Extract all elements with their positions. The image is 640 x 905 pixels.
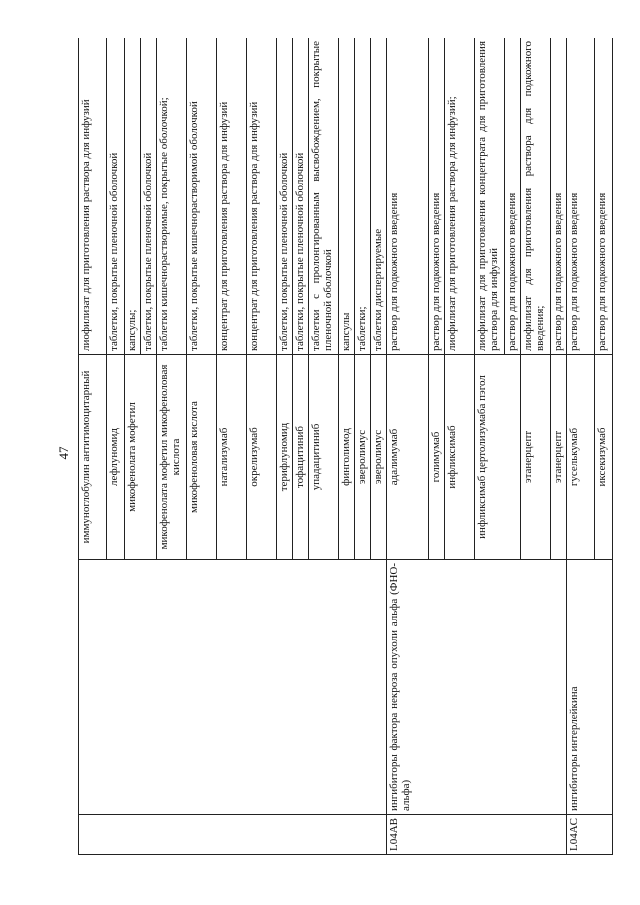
dosage-form: лиофилизат для приготовления раствора для подкожного введения; — [521, 38, 551, 355]
dosage-form: лиофилизат для приготовления раствора для инфузий; — [445, 38, 475, 355]
dosage-form: таблетки диспергируемые — [371, 38, 387, 355]
dosage-form: таблетки кишечнорастворимые, покрытые оболочкой; — [157, 38, 187, 355]
drug-name: адалимумаб — [387, 355, 429, 560]
drug-name: натализумаб — [217, 355, 247, 560]
rotated-page — [78, 38, 623, 855]
dosage-form: раствор для подкожного введения — [387, 38, 429, 355]
drug-name: микофеноловая кислота — [187, 355, 217, 560]
drug-name: тофацитиниб — [293, 355, 309, 560]
drug-name: эверолимус — [355, 355, 371, 560]
drug-name: иксекизумаб — [595, 355, 613, 560]
drug-name: микофенолата мофетил микофеноловая кислота — [157, 355, 187, 560]
dosage-form: раствор для подкожного введения — [429, 38, 445, 355]
table-row — [567, 38, 595, 855]
dosage-form: концентрат для приготовления раствора для инфузий — [247, 38, 277, 355]
drug-name: инфликсимаб — [445, 355, 475, 560]
drug-name: упадацитиниб — [309, 355, 339, 560]
dosage-form: таблетки, покрытые пленочной оболочкой — [141, 38, 157, 355]
drug-name: эверолимус — [371, 355, 387, 560]
group-cell: ингибиторы интерлейкина — [567, 560, 613, 815]
dosage-form: таблетки, покрытые пленочной оболочкой — [277, 38, 293, 355]
dosage-form: раствор для подкожного введения — [505, 38, 521, 355]
dosage-form: таблетки, покрытые пленочной оболочкой — [107, 38, 125, 355]
drug-name: этанерцепт — [521, 355, 551, 560]
dosage-form: раствор для подкожного введения — [551, 38, 567, 355]
atc-code-cell — [79, 815, 387, 855]
dosage-form: концентрат для приготовления раствора для инфузий — [217, 38, 247, 355]
dosage-form: лиофилизат для приготовления концентрата для приготовления раствора для инфузий — [475, 38, 505, 355]
table-row — [387, 38, 429, 855]
atc-code-cell: L04AC — [567, 815, 613, 855]
dosage-form: капсулы; — [125, 38, 141, 355]
dosage-form: таблетки, покрытые кишечнорастворимой оболочкой — [187, 38, 217, 355]
table-container — [78, 38, 623, 855]
dosage-form: раствор для подкожного введения — [595, 38, 613, 355]
dosage-form: таблетки; — [355, 38, 371, 355]
drug-name: терифлуномид — [277, 355, 293, 560]
page-number: 47 — [56, 446, 71, 460]
group-cell — [79, 560, 387, 815]
dosage-form: лиофилизат для приготовления раствора для инфузий — [79, 38, 107, 355]
drug-name: окрелизумаб — [247, 355, 277, 560]
drug-name: иммуноглобулин антитимоцитарный — [79, 355, 107, 560]
dosage-form: раствор для подкожного введения — [567, 38, 595, 355]
drug-name: инфликсимаб цертолизумаба пэгол — [475, 355, 521, 560]
drug-name: голимумаб — [429, 355, 445, 560]
drug-name: лефлуномид — [107, 355, 125, 560]
table-row — [79, 38, 107, 855]
atc-code-cell: L04AB — [387, 815, 567, 855]
drug-name: гуселькумаб — [567, 355, 595, 560]
dosage-form: капсулы — [339, 38, 355, 355]
dosage-form: таблетки с пролонгированным высвобождением, покрытые пленочной оболочкой — [309, 38, 339, 355]
drug-name: микофенолата мофетил — [125, 355, 157, 560]
drug-name: этанерцепт — [551, 355, 567, 560]
drug-table — [78, 38, 613, 855]
drug-name: финголимод — [339, 355, 355, 560]
group-cell: ингибиторы фактора некроза опухоли альфа (ФНО-альфа) — [387, 560, 567, 815]
dosage-form: таблетки, покрытые пленочной оболочкой — [293, 38, 309, 355]
